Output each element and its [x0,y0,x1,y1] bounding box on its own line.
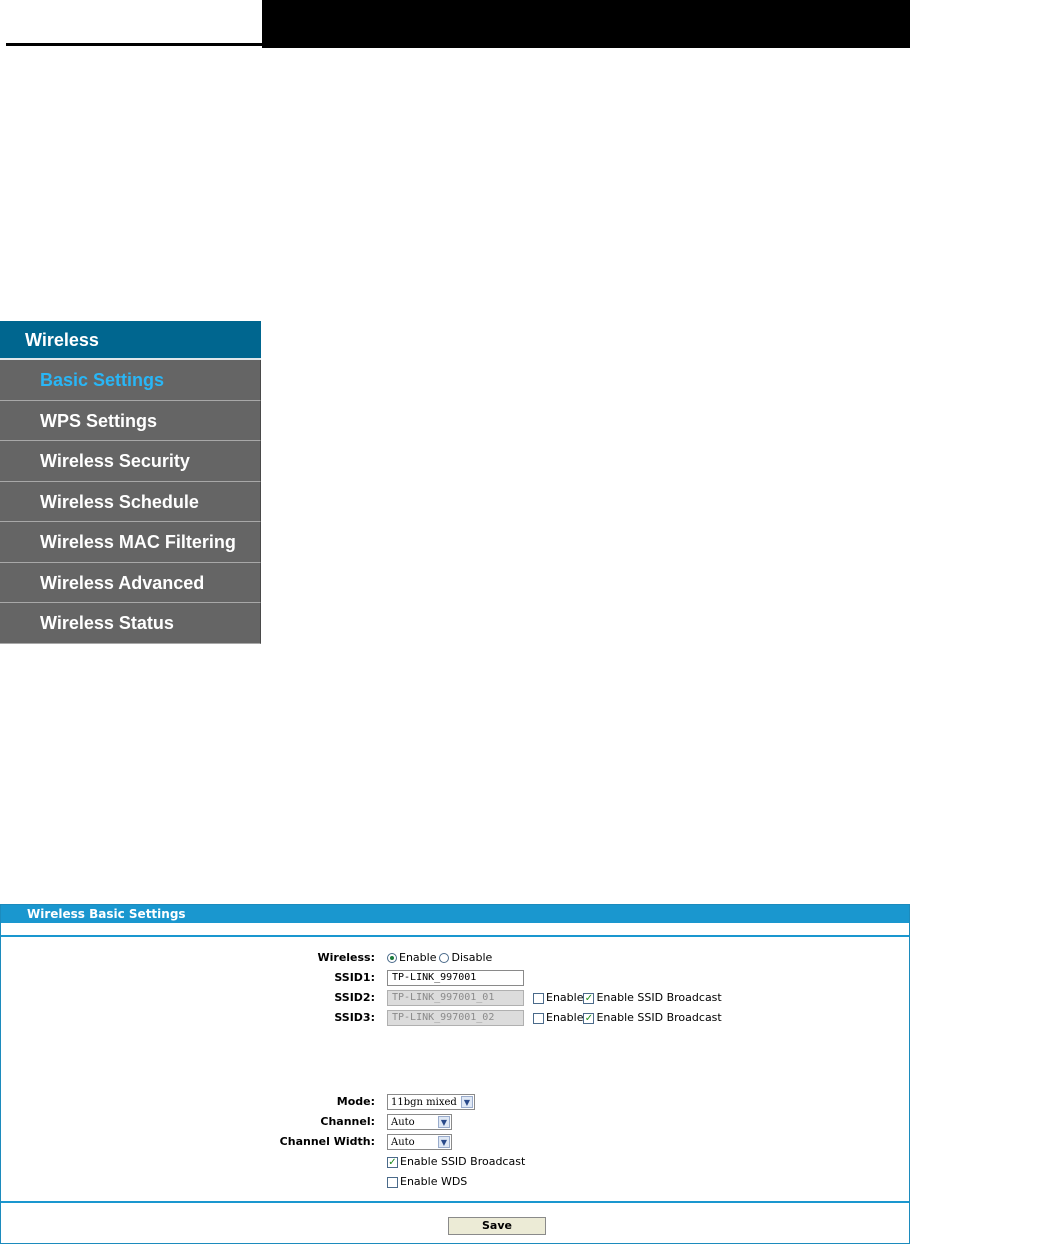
mode-value: 11bgn mixed [391,1096,457,1108]
chevron-down-icon: ▼ [461,1096,473,1108]
wds-label: Enable WDS [400,1175,468,1188]
chevron-down-icon: ▼ [438,1116,450,1128]
sidebar-menu [0,321,261,644]
ssid2-label: SSID2: [334,991,375,1004]
ssid3-enable-label: Enable [546,1011,584,1024]
sidebar-item-wps-settings[interactable]: WPS Settings [0,401,261,442]
channel-width-value: Auto [391,1136,415,1148]
ssid1-label: SSID1: [334,971,375,984]
mode-select[interactable] [387,1094,475,1110]
save-button[interactable]: Save [448,1217,546,1235]
ssid3-broadcast-label: Enable SSID Broadcast [596,1011,722,1024]
ssid2-broadcast-label: Enable SSID Broadcast [596,991,722,1004]
channel-width-select[interactable] [387,1134,452,1150]
wireless-disable-radio[interactable] [439,953,449,963]
sidebar-item-wireless-security[interactable]: Wireless Security [0,441,261,482]
ssid2-input[interactable]: TP-LINK_997001_01 [387,990,524,1006]
wireless-disable-label: Disable [451,951,493,964]
wireless-enable-radio[interactable] [387,953,397,963]
ssid1-input[interactable]: TP-LINK_997001 [387,970,524,986]
channel-select[interactable] [387,1114,452,1130]
sidebar-item-wireless-status[interactable]: Wireless Status [0,603,261,644]
ssid2-broadcast-checkbox[interactable]: ✓ [584,992,594,1004]
ssid3-broadcast-checkbox[interactable]: ✓ [584,1012,594,1024]
channel-label: Channel: [320,1115,375,1128]
sidebar-item-wireless-advanced[interactable]: Wireless Advanced [0,563,261,604]
sidebar-item-wireless-mac-filtering[interactable]: Wireless MAC Filtering [0,522,261,563]
panel-title: Wireless Basic Settings [1,905,909,923]
wds-checkbox[interactable] [387,1177,398,1188]
sidebar-item-wireless-schedule[interactable]: Wireless Schedule [0,482,261,523]
channel-value: Auto [391,1116,415,1128]
ssid2-enable-checkbox[interactable] [533,993,544,1004]
header-bar [262,0,910,48]
sidebar-item-basic-settings[interactable]: Basic Settings [0,360,261,401]
ssid-broadcast-checkbox[interactable]: ✓ [388,1156,397,1168]
divider-top [1,935,909,937]
header-underline [6,43,262,46]
ssid-broadcast-label: Enable SSID Broadcast [400,1155,526,1168]
ssid3-enable-checkbox[interactable] [533,1013,544,1024]
wireless-basic-settings-panel [0,904,910,1244]
sidebar-header-wireless[interactable]: Wireless [0,321,261,360]
ssid2-enable-label: Enable [546,991,584,1004]
divider-bottom [1,1201,909,1203]
mode-label: Mode: [336,1095,375,1108]
wireless-enable-label: Enable [399,951,437,964]
ssid3-label: SSID3: [334,1011,375,1024]
chevron-down-icon: ▼ [438,1136,450,1148]
channel-width-label: Channel Width: [279,1135,375,1148]
ssid3-input[interactable]: TP-LINK_997001_02 [387,1010,524,1026]
wireless-label: Wireless: [317,951,375,964]
